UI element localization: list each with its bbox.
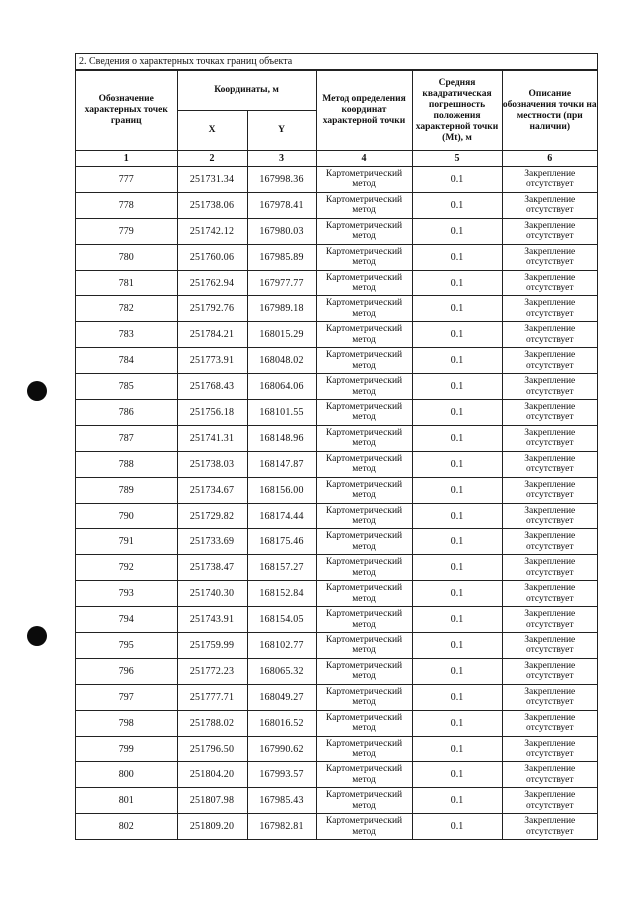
error-cell: 0.1 bbox=[412, 581, 502, 607]
x-coordinate-cell: 251804.20 bbox=[177, 762, 247, 788]
method-cell: Картометрический метод bbox=[316, 425, 412, 451]
x-coordinate-cell: 251773.91 bbox=[177, 348, 247, 374]
y-coordinate-cell: 168148.96 bbox=[247, 425, 316, 451]
y-coordinate-cell: 167985.43 bbox=[247, 788, 316, 814]
y-coordinate-cell: 168156.00 bbox=[247, 477, 316, 503]
boundary-points-table-frame bbox=[75, 53, 598, 840]
point-cell: 782 bbox=[76, 296, 177, 322]
description-cell: Закрепление отсутствует bbox=[502, 322, 597, 348]
y-coordinate-cell: 167990.62 bbox=[247, 736, 316, 762]
point-cell: 797 bbox=[76, 684, 177, 710]
error-cell: 0.1 bbox=[412, 374, 502, 400]
x-coordinate-cell: 251742.12 bbox=[177, 218, 247, 244]
column-number: 1 bbox=[76, 151, 177, 167]
x-coordinate-cell: 251784.21 bbox=[177, 322, 247, 348]
error-cell: 0.1 bbox=[412, 503, 502, 529]
error-cell: 0.1 bbox=[412, 633, 502, 659]
point-cell: 789 bbox=[76, 477, 177, 503]
x-coordinate-cell: 251759.99 bbox=[177, 633, 247, 659]
section-title: 2. Сведения о характерных точках границ объекта bbox=[76, 54, 597, 70]
point-cell: 787 bbox=[76, 425, 177, 451]
y-coordinate-cell: 167982.81 bbox=[247, 814, 316, 839]
error-cell: 0.1 bbox=[412, 555, 502, 581]
y-coordinate-cell: 168175.46 bbox=[247, 529, 316, 555]
y-coordinate-cell: 168101.55 bbox=[247, 400, 316, 426]
point-cell: 793 bbox=[76, 581, 177, 607]
header-method: Метод определения координат характерной точки bbox=[316, 71, 412, 151]
x-coordinate-cell: 251738.47 bbox=[177, 555, 247, 581]
x-coordinate-cell: 251768.43 bbox=[177, 374, 247, 400]
table-row bbox=[76, 710, 597, 736]
method-cell: Картометрический метод bbox=[316, 736, 412, 762]
description-cell: Закрепление отсутствует bbox=[502, 633, 597, 659]
y-coordinate-cell: 168152.84 bbox=[247, 581, 316, 607]
description-cell: Закрепление отсутствует bbox=[502, 218, 597, 244]
x-coordinate-cell: 251809.20 bbox=[177, 814, 247, 839]
description-cell: Закрепление отсутствует bbox=[502, 374, 597, 400]
y-coordinate-cell: 168065.32 bbox=[247, 658, 316, 684]
point-cell: 799 bbox=[76, 736, 177, 762]
error-cell: 0.1 bbox=[412, 658, 502, 684]
x-coordinate-cell: 251734.67 bbox=[177, 477, 247, 503]
y-coordinate-cell: 168015.29 bbox=[247, 322, 316, 348]
column-number: 6 bbox=[502, 151, 597, 167]
method-cell: Картометрический метод bbox=[316, 167, 412, 193]
error-cell: 0.1 bbox=[412, 192, 502, 218]
description-cell: Закрепление отсутствует bbox=[502, 581, 597, 607]
column-number: 4 bbox=[316, 151, 412, 167]
table-row bbox=[76, 607, 597, 633]
table-row bbox=[76, 167, 597, 193]
y-coordinate-cell: 168102.77 bbox=[247, 633, 316, 659]
method-cell: Картометрический метод bbox=[316, 555, 412, 581]
description-cell: Закрепление отсутствует bbox=[502, 607, 597, 633]
header-coordinates: Координаты, м bbox=[177, 71, 316, 111]
y-coordinate-cell: 167978.41 bbox=[247, 192, 316, 218]
header-error: Средняя квадратическая погрешность положения характерной точки (Mt), м bbox=[412, 71, 502, 151]
point-cell: 780 bbox=[76, 244, 177, 270]
y-coordinate-cell: 167980.03 bbox=[247, 218, 316, 244]
point-cell: 802 bbox=[76, 814, 177, 839]
table-row bbox=[76, 503, 597, 529]
method-cell: Картометрический метод bbox=[316, 477, 412, 503]
method-cell: Картометрический метод bbox=[316, 503, 412, 529]
point-cell: 788 bbox=[76, 451, 177, 477]
description-cell: Закрепление отсутствует bbox=[502, 400, 597, 426]
method-cell: Картометрический метод bbox=[316, 270, 412, 296]
x-coordinate-cell: 251733.69 bbox=[177, 529, 247, 555]
method-cell: Картометрический метод bbox=[316, 529, 412, 555]
description-cell: Закрепление отсутствует bbox=[502, 451, 597, 477]
error-cell: 0.1 bbox=[412, 814, 502, 839]
method-cell: Картометрический метод bbox=[316, 788, 412, 814]
method-cell: Картометрический метод bbox=[316, 192, 412, 218]
error-cell: 0.1 bbox=[412, 167, 502, 193]
error-cell: 0.1 bbox=[412, 348, 502, 374]
point-cell: 784 bbox=[76, 348, 177, 374]
point-cell: 795 bbox=[76, 633, 177, 659]
x-coordinate-cell: 251792.76 bbox=[177, 296, 247, 322]
boundary-points-table bbox=[76, 70, 597, 839]
x-coordinate-cell: 251756.18 bbox=[177, 400, 247, 426]
column-number: 2 bbox=[177, 151, 247, 167]
error-cell: 0.1 bbox=[412, 710, 502, 736]
point-cell: 777 bbox=[76, 167, 177, 193]
y-coordinate-cell: 168174.44 bbox=[247, 503, 316, 529]
point-cell: 781 bbox=[76, 270, 177, 296]
x-coordinate-cell: 251731.34 bbox=[177, 167, 247, 193]
error-cell: 0.1 bbox=[412, 762, 502, 788]
x-coordinate-cell: 251743.91 bbox=[177, 607, 247, 633]
description-cell: Закрепление отсутствует bbox=[502, 425, 597, 451]
point-cell: 785 bbox=[76, 374, 177, 400]
column-number: 5 bbox=[412, 151, 502, 167]
y-coordinate-cell: 168064.06 bbox=[247, 374, 316, 400]
description-cell: Закрепление отсутствует bbox=[502, 167, 597, 193]
y-coordinate-cell: 168048.02 bbox=[247, 348, 316, 374]
table-row bbox=[76, 218, 597, 244]
description-cell: Закрепление отсутствует bbox=[502, 296, 597, 322]
method-cell: Картометрический метод bbox=[316, 814, 412, 839]
error-cell: 0.1 bbox=[412, 788, 502, 814]
x-coordinate-cell: 251777.71 bbox=[177, 684, 247, 710]
column-number: 3 bbox=[247, 151, 316, 167]
method-cell: Картометрический метод bbox=[316, 451, 412, 477]
point-cell: 779 bbox=[76, 218, 177, 244]
method-cell: Картометрический метод bbox=[316, 684, 412, 710]
error-cell: 0.1 bbox=[412, 736, 502, 762]
method-cell: Картометрический метод bbox=[316, 244, 412, 270]
point-cell: 796 bbox=[76, 658, 177, 684]
table-row bbox=[76, 322, 597, 348]
table-row bbox=[76, 451, 597, 477]
point-cell: 786 bbox=[76, 400, 177, 426]
y-coordinate-cell: 167989.18 bbox=[247, 296, 316, 322]
error-cell: 0.1 bbox=[412, 218, 502, 244]
description-cell: Закрепление отсутствует bbox=[502, 192, 597, 218]
error-cell: 0.1 bbox=[412, 684, 502, 710]
x-coordinate-cell: 251772.23 bbox=[177, 658, 247, 684]
description-cell: Закрепление отсутствует bbox=[502, 814, 597, 839]
point-cell: 794 bbox=[76, 607, 177, 633]
error-cell: 0.1 bbox=[412, 270, 502, 296]
description-cell: Закрепление отсутствует bbox=[502, 244, 597, 270]
description-cell: Закрепление отсутствует bbox=[502, 684, 597, 710]
description-cell: Закрепление отсутствует bbox=[502, 710, 597, 736]
y-coordinate-cell: 168157.27 bbox=[247, 555, 316, 581]
description-cell: Закрепление отсутствует bbox=[502, 529, 597, 555]
table-row bbox=[76, 658, 597, 684]
y-coordinate-cell: 168016.52 bbox=[247, 710, 316, 736]
punch-hole-top bbox=[27, 381, 47, 401]
method-cell: Картометрический метод bbox=[316, 296, 412, 322]
description-cell: Закрепление отсутствует bbox=[502, 658, 597, 684]
error-cell: 0.1 bbox=[412, 244, 502, 270]
x-coordinate-cell: 251740.30 bbox=[177, 581, 247, 607]
table-row bbox=[76, 529, 597, 555]
table-row bbox=[76, 633, 597, 659]
error-cell: 0.1 bbox=[412, 477, 502, 503]
table-row bbox=[76, 477, 597, 503]
y-coordinate-cell: 168049.27 bbox=[247, 684, 316, 710]
table-row bbox=[76, 296, 597, 322]
description-cell: Закрепление отсутствует bbox=[502, 736, 597, 762]
table-row bbox=[76, 581, 597, 607]
method-cell: Картометрический метод bbox=[316, 762, 412, 788]
x-coordinate-cell: 251788.02 bbox=[177, 710, 247, 736]
y-coordinate-cell: 167985.89 bbox=[247, 244, 316, 270]
x-coordinate-cell: 251738.06 bbox=[177, 192, 247, 218]
description-cell: Закрепление отсутствует bbox=[502, 503, 597, 529]
y-coordinate-cell: 167993.57 bbox=[247, 762, 316, 788]
method-cell: Картометрический метод bbox=[316, 400, 412, 426]
point-cell: 801 bbox=[76, 788, 177, 814]
point-cell: 800 bbox=[76, 762, 177, 788]
description-cell: Закрепление отсутствует bbox=[502, 788, 597, 814]
table-row bbox=[76, 400, 597, 426]
method-cell: Картометрический метод bbox=[316, 581, 412, 607]
table-body bbox=[76, 167, 597, 840]
point-cell: 790 bbox=[76, 503, 177, 529]
point-cell: 778 bbox=[76, 192, 177, 218]
header-description: Описание обозначения точки на местности (при наличии) bbox=[502, 71, 597, 151]
error-cell: 0.1 bbox=[412, 451, 502, 477]
point-cell: 798 bbox=[76, 710, 177, 736]
y-coordinate-cell: 168154.05 bbox=[247, 607, 316, 633]
point-cell: 783 bbox=[76, 322, 177, 348]
point-cell: 791 bbox=[76, 529, 177, 555]
error-cell: 0.1 bbox=[412, 296, 502, 322]
method-cell: Картометрический метод bbox=[316, 218, 412, 244]
table-row bbox=[76, 244, 597, 270]
x-coordinate-cell: 251762.94 bbox=[177, 270, 247, 296]
header-y: Y bbox=[247, 111, 316, 151]
table-row bbox=[76, 270, 597, 296]
x-coordinate-cell: 251796.50 bbox=[177, 736, 247, 762]
method-cell: Картометрический метод bbox=[316, 607, 412, 633]
table-row bbox=[76, 684, 597, 710]
table-row bbox=[76, 788, 597, 814]
error-cell: 0.1 bbox=[412, 529, 502, 555]
method-cell: Картометрический метод bbox=[316, 374, 412, 400]
description-cell: Закрепление отсутствует bbox=[502, 555, 597, 581]
x-coordinate-cell: 251738.03 bbox=[177, 451, 247, 477]
description-cell: Закрепление отсутствует bbox=[502, 348, 597, 374]
y-coordinate-cell: 168147.87 bbox=[247, 451, 316, 477]
table-row bbox=[76, 348, 597, 374]
x-coordinate-cell: 251807.98 bbox=[177, 788, 247, 814]
punch-hole-bottom bbox=[27, 626, 47, 646]
method-cell: Картометрический метод bbox=[316, 322, 412, 348]
x-coordinate-cell: 251760.06 bbox=[177, 244, 247, 270]
y-coordinate-cell: 167998.36 bbox=[247, 167, 316, 193]
table-row bbox=[76, 192, 597, 218]
y-coordinate-cell: 167977.77 bbox=[247, 270, 316, 296]
table-row bbox=[76, 374, 597, 400]
table-row bbox=[76, 736, 597, 762]
method-cell: Картометрический метод bbox=[316, 658, 412, 684]
table-row bbox=[76, 762, 597, 788]
method-cell: Картометрический метод bbox=[316, 633, 412, 659]
x-coordinate-cell: 251729.82 bbox=[177, 503, 247, 529]
error-cell: 0.1 bbox=[412, 425, 502, 451]
error-cell: 0.1 bbox=[412, 322, 502, 348]
table-row bbox=[76, 555, 597, 581]
method-cell: Картометрический метод bbox=[316, 710, 412, 736]
error-cell: 0.1 bbox=[412, 607, 502, 633]
table-row bbox=[76, 814, 597, 839]
method-cell: Картометрический метод bbox=[316, 348, 412, 374]
error-cell: 0.1 bbox=[412, 400, 502, 426]
description-cell: Закрепление отсутствует bbox=[502, 270, 597, 296]
table-row bbox=[76, 425, 597, 451]
x-coordinate-cell: 251741.31 bbox=[177, 425, 247, 451]
header-x: X bbox=[177, 111, 247, 151]
point-cell: 792 bbox=[76, 555, 177, 581]
header-point: Обозначение характерных точек границ bbox=[76, 71, 177, 151]
description-cell: Закрепление отсутствует bbox=[502, 477, 597, 503]
description-cell: Закрепление отсутствует bbox=[502, 762, 597, 788]
